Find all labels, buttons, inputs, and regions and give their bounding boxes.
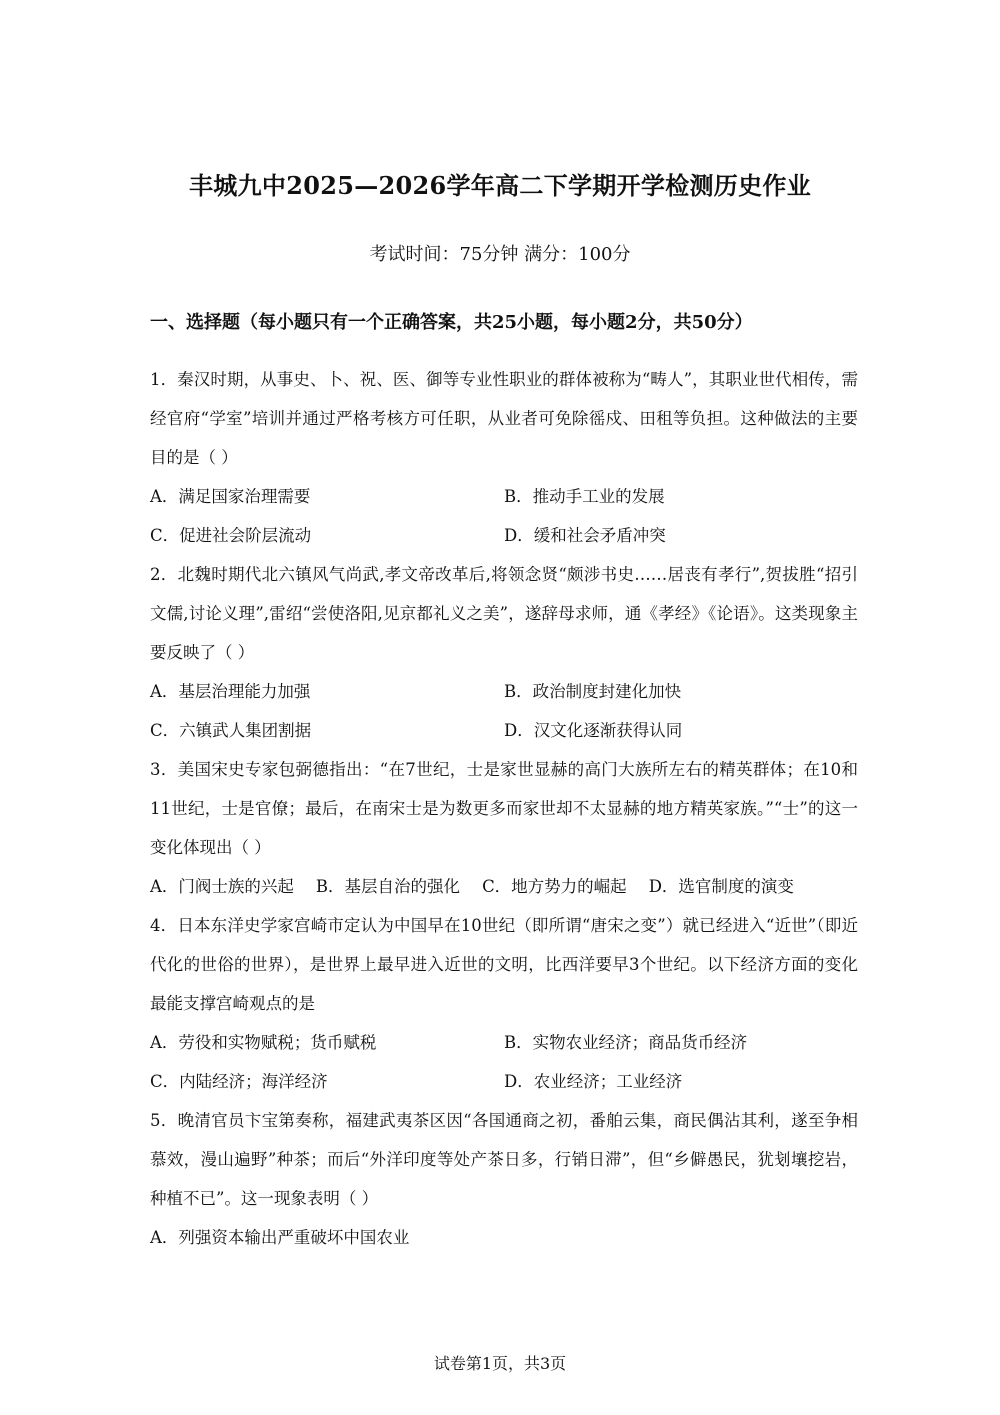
question-3 <box>150 750 858 906</box>
question-stem: 2．北魏时期代北六镇风气尚武,孝文帝改革后,将领念贤“颇涉书史……居丧有孝行”,贺拔胜“招引文儒,讨论义理”,雷绍“尝使洛阳,见京都礼义之美”，遂辞母求师，通《孝经》《论语》。这类现象主要反映了（ ） <box>150 565 858 662</box>
option-a: A．劳役和实物赋税；货币赋税 <box>150 1033 377 1052</box>
option-a: A．列强资本输出严重破坏中国农业 <box>150 1228 410 1247</box>
option-c: C．六镇武人集团割据 <box>150 721 312 740</box>
option-b: B．基层自治的强化 <box>315 877 461 896</box>
option-d: D．汉文化逐渐获得认同 <box>504 721 683 740</box>
option-b: B．推动手工业的发展 <box>504 487 665 506</box>
question-2 <box>150 555 858 750</box>
option-b: B．政治制度封建化加快 <box>504 682 682 701</box>
exam-info: 考试时间：75分钟 满分：100分 <box>369 244 631 265</box>
question-5 <box>150 1101 858 1257</box>
options <box>150 1218 858 1257</box>
option-a: A．门阀士族的兴起 <box>150 877 294 896</box>
question-stem: 5．晚清官员卞宝第奏称，福建武夷茶区因“各国通商之初，番舶云集，商民偶沾其利，遂至争相慕效，漫山遍野”种茶；而后“外洋印度等处产茶日多，行销日滞”，但“乡僻愚民，犹刬壤挖岩，种植不已”。这一现象表明（ ） <box>150 1111 858 1208</box>
question-stem: 4．日本东洋史学家宫崎市定认为中国早在10世纪（即所谓“唐宋之变”）就已经进入“近世”（即近代化的世俗的世界），是世界上最早进入近世的文明，比西洋要早3个世纪。以下经济方面的变化最能支撑宫崎观点的是 <box>150 916 858 1013</box>
option-d: D．选官制度的演变 <box>648 877 794 896</box>
option-d: D．缓和社会矛盾冲突 <box>504 526 666 545</box>
options <box>150 867 858 906</box>
page-title: 丰城九中2025—2026学年高二下学期开学检测历史作业 <box>189 171 811 200</box>
option-a: A．满足国家治理需要 <box>150 487 311 506</box>
question-1 <box>150 360 858 555</box>
option-a: A．基层治理能力加强 <box>150 682 311 701</box>
option-c: C．内陆经济；海洋经济 <box>150 1072 328 1091</box>
options <box>150 477 858 555</box>
section-heading: 一、选择题（每小题只有一个正确答案，共25小题，每小题2分，共50分） <box>150 312 753 333</box>
options <box>150 672 858 750</box>
option-c: C．地方势力的崛起 <box>482 877 627 896</box>
option-b: B．实物农业经济；商品货币经济 <box>504 1033 748 1052</box>
question-stem: 1．秦汉时期，从事史、卜、祝、医、御等专业性职业的群体被称为“畴人”，其职业世代相传，需经官府“学室”培训并通过严格考核方可任职，从业者可免除徭戍、田租等负担。这种做法的主要目的是（ ） <box>150 370 858 467</box>
page-footer: 试卷第1页，共3页 <box>433 1354 567 1373</box>
option-c: C．促进社会阶层流动 <box>150 526 312 545</box>
options <box>150 1023 858 1101</box>
question-stem: 3．美国宋史专家包弼德指出：“在7世纪，士是家世显赫的高门大族所左右的精英群体；在10和11世纪，士是官僚；最后，在南宋士是为数更多而家世却不太显赫的地方精英家族。”“士”的这一变化体现出（ ） <box>150 760 858 857</box>
question-4 <box>150 906 858 1101</box>
option-d: D．农业经济；工业经济 <box>504 1072 683 1091</box>
question-list <box>150 360 858 1257</box>
